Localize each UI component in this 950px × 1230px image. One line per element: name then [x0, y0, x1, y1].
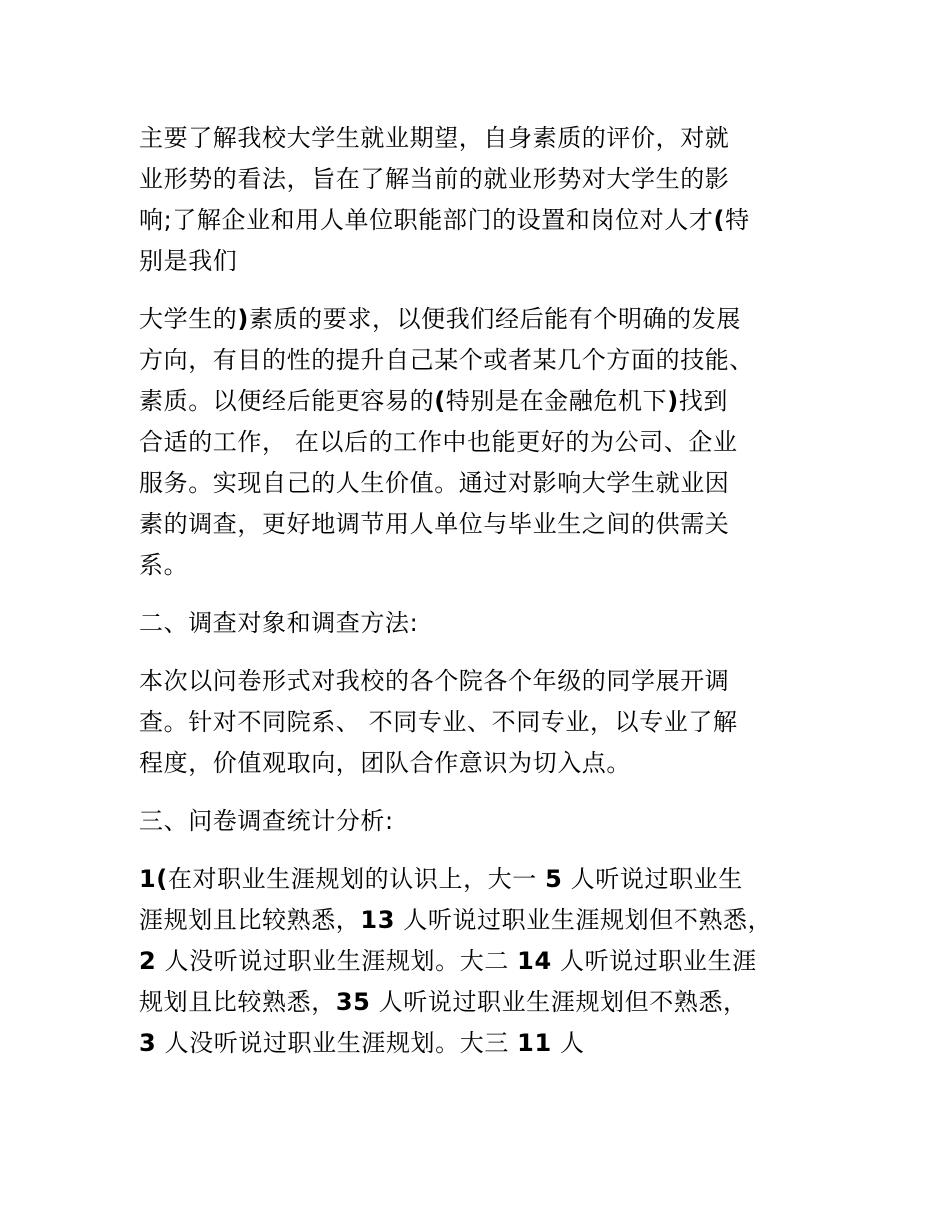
paragraph-line: 主要了解我校大学生就业期望，自身素质的评价，对就 — [139, 124, 730, 152]
paragraph-line: 规划且比较熟悉，35 人听说过职业生涯规划但不熟悉， — [139, 988, 748, 1016]
paragraph-line: 1(在对职业生涯规划的认识上，大一 5 人听说过职业生 — [139, 865, 743, 893]
paragraph-line: 大学生的)素质的要求，以便我们经后能有个明确的发展 — [139, 305, 741, 333]
section-heading: 三、问卷调查统计分析: — [139, 807, 394, 835]
paragraph-line: 业形势的看法，旨在了解当前的就业形势对大学生的影 — [139, 165, 730, 193]
paragraph-line: 服务。实现自己的人生价值。通过对影响大学生就业因 — [139, 469, 730, 497]
paragraph-line: 素质。以便经后能更容易的(特别是在金融危机下)找到 — [139, 387, 728, 415]
paragraph-line: 3 人没听说过职业生涯规划。大三 11 人 — [139, 1029, 585, 1057]
paragraph-line: 本次以问卷形式对我校的各个院各个年级的同学展开调 — [139, 667, 730, 695]
paragraph-line: 系。 — [139, 551, 189, 579]
section-heading: 二、调查对象和调查方法: — [139, 609, 419, 637]
paragraph-line: 方向，有目的性的提升自己某个或者某几个方面的技能、 — [139, 346, 754, 374]
paragraph-line: 涯规划且比较熟悉，13 人听说过职业生涯规划但不熟悉， — [139, 906, 773, 934]
paragraph-line: 响;了解企业和用人单位职能部门的设置和岗位对人才(特 — [139, 206, 750, 234]
paragraph-line: 别是我们 — [139, 247, 238, 275]
paragraph-line: 查。针对不同院系、 不同专业、不同专业，以专业了解 — [139, 708, 738, 736]
paragraph-line: 合适的工作， 在以后的工作中也能更好的为公司、企业 — [139, 428, 738, 456]
paragraph-line: 2 人没听说过职业生涯规划。大二 14 人听说过职业生涯 — [139, 947, 757, 975]
paragraph-line: 程度，价值观取向，团队合作意识为切入点。 — [139, 749, 631, 777]
paragraph-line: 素的调查，更好地调节用人单位与毕业生之间的供需关 — [139, 510, 730, 538]
